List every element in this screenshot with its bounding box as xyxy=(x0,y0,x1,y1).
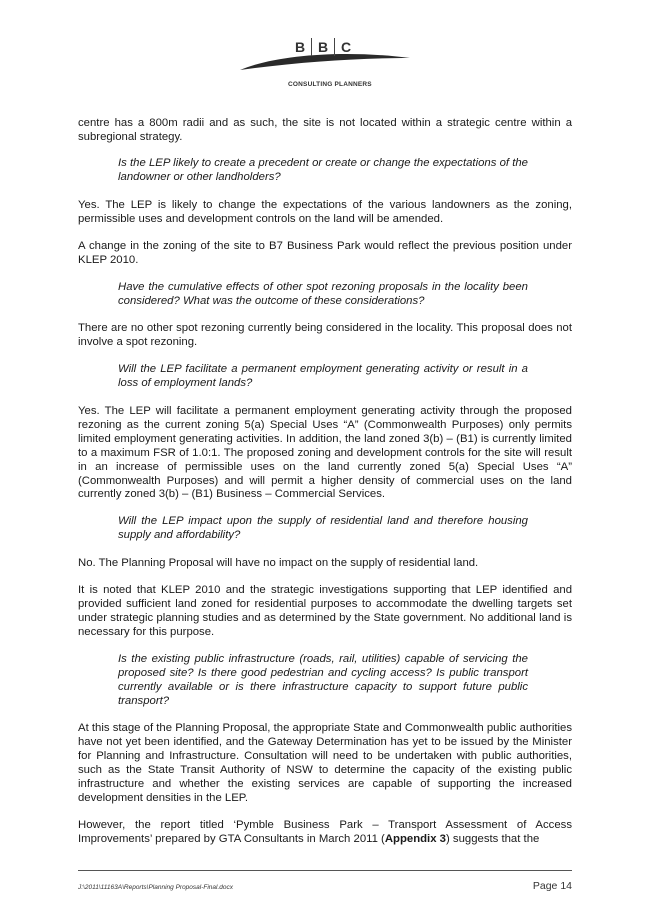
logo-letter-c: C xyxy=(340,39,352,55)
logo-letter-b1: B xyxy=(294,39,306,55)
logo-divider xyxy=(311,38,312,56)
paragraph: A change in the zoning of the site to B7 Business Park would reflect the previous position under KLEP 2010. xyxy=(78,240,572,266)
paragraph: Yes. The LEP will facilitate a permanent employment generating activity through the proposed rezoning as the current zoning 5(a) Special Uses “A” (Commonwealth Purposes) only permits limited employment generating activities. In addition, the land zoned 3(b) – (B1) is currently limited to a maximum FSR of 1.0:1. The proposed zoning and development controls for the site will result in an increase of permissible uses on the land currently zoned 5(a) Special Uses “A” (Commonwealth Purposes) and will permit a higher density of commercial uses on the land currently zoned 3(b) – (B1) Business – Commercial Services. xyxy=(78,405,572,501)
paragraph: There are no other spot rezoning currently being considered in the locality. This proposal does not involve a spot rezoning. xyxy=(78,322,572,348)
logo-tagline: CONSULTING PLANNERS xyxy=(288,81,372,88)
logo-letters xyxy=(292,38,354,56)
footer-divider xyxy=(78,870,572,871)
page-number: Page 14 xyxy=(532,880,572,892)
paragraph: At this stage of the Planning Proposal, the appropriate State and Commonwealth public authorities have not yet been identified, and the Gateway Determination has yet to be issued by the Minister for Planning and Infrastructure. Consultation will need to be undertaken with public authorities, such as the State Transit Authority of NSW to determine the capacity of the existing public infrastructure and whether the existing services are capable of supporting the increased development densities in the LEP. xyxy=(78,722,572,804)
bbc-logo xyxy=(238,36,414,92)
question: Have the cumulative effects of other spot rezoning proposals in the locality been considered? What was the outcome of these considerations? xyxy=(118,281,528,307)
paragraph: Yes. The LEP is likely to change the expectations of the various landowners as the zoning, permissible uses and development controls on the land will be amended. xyxy=(78,199,572,225)
question: Is the existing public infrastructure (roads, rail, utilities) capable of servicing the proposed site? Is there good pedestrian and cycling access? Is public transport currently available or is there infrastructure capacity to support future public transport? xyxy=(118,653,528,707)
question: Will the LEP impact upon the supply of residential land and therefore housing supply and affordability? xyxy=(118,515,528,541)
logo-divider xyxy=(334,38,335,56)
paragraph: No. The Planning Proposal will have no impact on the supply of residential land. xyxy=(78,557,479,569)
question: Is the LEP likely to create a precedent or create or change the expectations of the landowner or other landholders? xyxy=(118,157,528,183)
paragraph: It is noted that KLEP 2010 and the strategic investigations supporting that LEP identified and provided sufficient land zoned for residential purposes to accommodate the dwelling targets set under strategic planning studies and as determined by the State government. No additional land is necessary for this purpose. xyxy=(78,584,572,638)
paragraph: centre has a 800m radii and as such, the site is not located within a strategic centre within a subregional strategy. xyxy=(78,117,572,143)
paragraph: However, the report titled ‘Pymble Business Park – Transport Assessment of Access Improvements’ prepared by GTA Consultants in March 2011 (Appendix 3) suggests that the xyxy=(78,819,572,845)
footer-file-path: J:\2011\11163A\Reports\Planning Proposal-Final.docx xyxy=(78,884,234,891)
logo-letter-b2: B xyxy=(317,39,329,55)
question: Will the LEP facilitate a permanent employment generating activity or result in a loss of employment lands? xyxy=(118,363,528,389)
appendix-reference: Appendix 3 xyxy=(384,832,446,845)
